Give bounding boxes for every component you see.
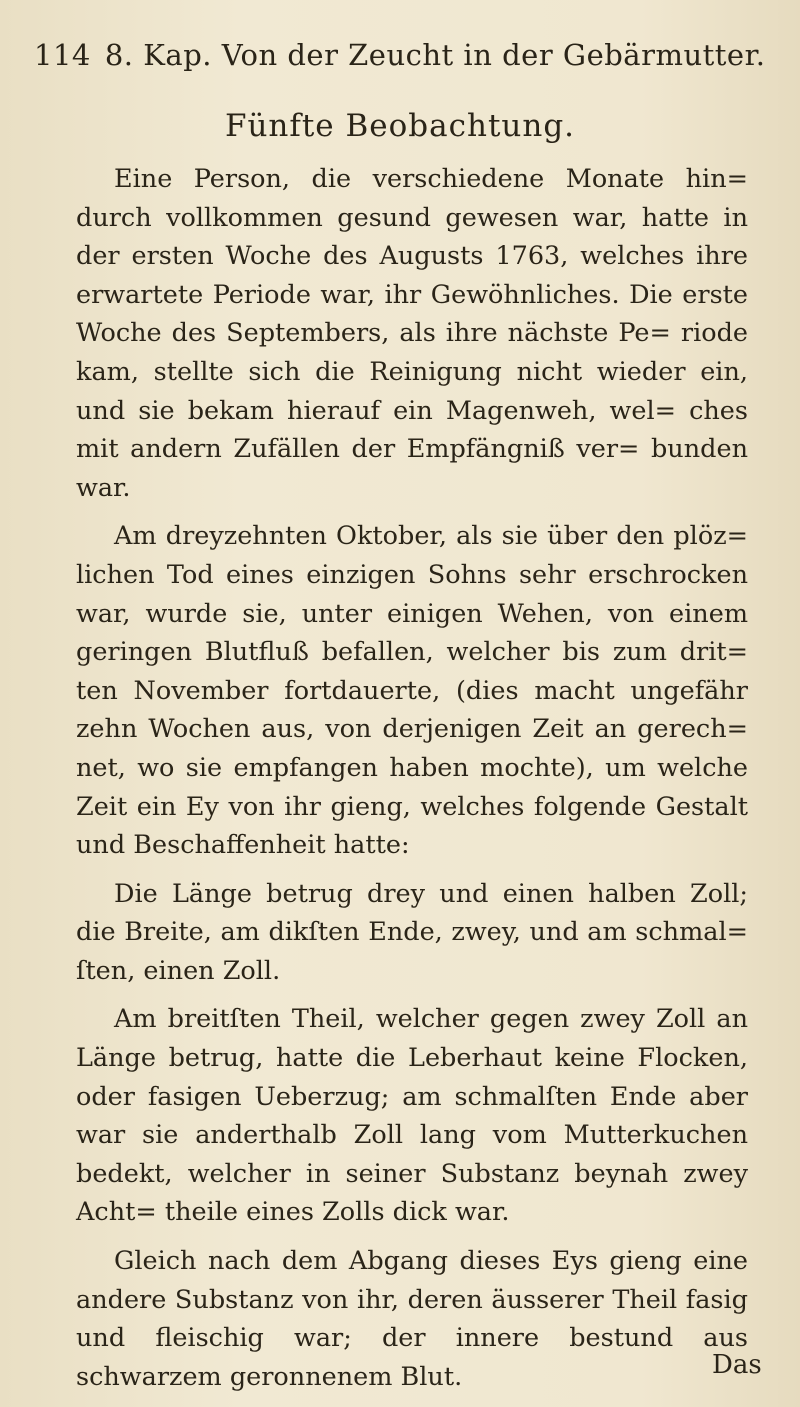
paragraph: Eine Person, die verschiedene Monate hin= durch vollkommen gesund gewesen war, hatte in der ersten Woche des Augusts 1763, welches ihre erwartete Periode war, ihr Gewöhnliches. Die erste Woche des Septembers, als ihre nächste Pe= riode kam, stellte sich die Reinigung nicht wieder ein, und sie bekam hierauf ein Magenweh, wel= ches mit andern Zufällen der Empfängniß ver= bunden war. xyxy=(76,164,748,503)
chapter-heading: 8. Kap. Von der Zeucht in der Gebärmutter. xyxy=(104,38,766,72)
paragraph: Am breitſten Theil, welcher gegen zwey Zoll an Länge betrug, hatte die Leberhaut keine Flocken, oder fasigen Ueberzug; am schmalſten Ende aber war sie anderthalb Zoll lang vom Mutterkuchen bedekt, welcher in seiner Substanz beynah zwey Acht= theile eines Zolls dick war. xyxy=(76,1004,748,1228)
section-title: Fünfte Beobachtung. xyxy=(224,108,576,144)
running-head xyxy=(34,38,774,72)
paragraph: Die Länge betrug drey und einen halben Zoll; die Breite, am dikſten Ende, zwey, und am schmal= ſten, einen Zoll. xyxy=(76,878,748,986)
catchword: Das xyxy=(712,1350,762,1380)
paragraph: Am dreyzehnten Oktober, als sie über den plöz= lichen Tod eines einzigen Sohns sehr erschrocken war, wurde sie, unter einigen Wehen, von einem geringen Blutfluß befallen, welcher bis zum drit= ten November fortdauerte, (dies macht ungefähr zehn Wochen aus, von derjenigen Zeit an gerech= net, wo sie empfangen haben mochte), um welche Zeit ein Ey von ihr gieng, welches folgende Gestalt und Beschaffenheit hatte: xyxy=(76,521,748,861)
page-number: 114 xyxy=(34,38,91,72)
body-text xyxy=(76,160,748,1396)
paragraph: Gleich nach dem Abgang dieses Eys gieng eine andere Substanz von ihr, deren äusserer Theil fasig und fleischig war; der innere bestund aus schwarzem geronnenem Blut. xyxy=(76,1246,748,1392)
